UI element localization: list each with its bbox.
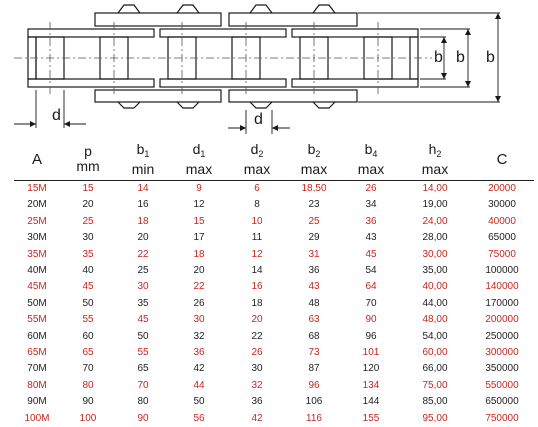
table-cell: 63	[286, 312, 342, 328]
table-cell: 75,00	[400, 378, 470, 394]
table-cell: 16	[116, 197, 170, 213]
table-cell: 43	[342, 230, 400, 246]
column-header-symbol: A	[14, 152, 60, 167]
table-cell: 45	[116, 312, 170, 328]
table-cell: 30M	[14, 230, 60, 246]
table-row	[14, 197, 534, 213]
table-row	[14, 214, 534, 230]
table-cell: 12	[170, 197, 228, 213]
table-cell: 68	[286, 329, 342, 345]
column-header	[170, 138, 228, 181]
table-cell: 75000	[470, 247, 534, 263]
label-d-bottom: d	[254, 111, 263, 128]
table-cell: 64	[342, 279, 400, 295]
table-cell: 54,00	[400, 329, 470, 345]
table-cell: 25	[286, 214, 342, 230]
table-cell: 85,00	[400, 394, 470, 410]
table-row	[14, 329, 534, 345]
table-cell: 14	[116, 181, 170, 198]
table-cell: 12	[228, 247, 286, 263]
table-cell: 24,00	[400, 214, 470, 230]
table-cell: 18	[228, 296, 286, 312]
table-cell: 90M	[14, 394, 60, 410]
table-cell: 90	[60, 394, 116, 410]
table-row	[14, 411, 534, 427]
table-cell: 22	[116, 247, 170, 263]
table-cell: 50M	[14, 296, 60, 312]
table-cell: 44	[170, 378, 228, 394]
table-cell: 116	[286, 411, 342, 427]
table-cell: 26	[342, 181, 400, 198]
table-cell: 87	[286, 361, 342, 377]
table-cell: 65000	[470, 230, 534, 246]
upper-inner-plate-3	[292, 29, 418, 37]
column-header	[60, 138, 116, 181]
table-cell: 25M	[14, 214, 60, 230]
lower-inner-plate-3	[292, 79, 418, 87]
table-cell: 40000	[470, 214, 534, 230]
column-header-symbol: $d_2$	[228, 142, 286, 162]
table-cell: 250000	[470, 329, 534, 345]
lower-inner-plate-1	[28, 79, 154, 87]
table-cell: 750000	[470, 411, 534, 427]
table-cell: 50	[170, 394, 228, 410]
table-cell: 144	[342, 394, 400, 410]
bottom-pin-head-3	[250, 102, 272, 108]
table-cell: 20	[170, 263, 228, 279]
table-cell: 80	[116, 394, 170, 410]
table-cell: 35	[60, 247, 116, 263]
label-b-middle: b	[456, 49, 465, 66]
top-pin-head-1	[118, 5, 140, 13]
table-cell: 17	[170, 230, 228, 246]
column-header-symbol: $b_2$	[286, 142, 342, 162]
table-row	[14, 263, 534, 279]
table-cell: 101	[342, 345, 400, 361]
table-cell: 30000	[470, 197, 534, 213]
table-cell: 15	[170, 214, 228, 230]
column-header-symbol: $b_1$	[116, 142, 170, 162]
table-cell: 45	[60, 279, 116, 295]
table-cell: 80M	[14, 378, 60, 394]
label-d-left: d	[52, 107, 61, 124]
table-cell: 48,00	[400, 312, 470, 328]
table-cell: 60M	[14, 329, 60, 345]
table-cell: 200000	[470, 312, 534, 328]
table-cell: 65M	[14, 345, 60, 361]
column-header	[228, 138, 286, 181]
table-cell: 26	[170, 296, 228, 312]
column-header	[14, 138, 60, 181]
upper-inner-plate-1	[28, 29, 154, 37]
table-row	[14, 394, 534, 410]
table-cell: 34	[342, 197, 400, 213]
table-cell: 50	[116, 329, 170, 345]
table-cell: 18	[170, 247, 228, 263]
table-cell: 26	[228, 345, 286, 361]
table-cell: 22	[228, 329, 286, 345]
top-pin-head-2	[177, 5, 199, 13]
table-cell: 40	[60, 263, 116, 279]
column-header	[470, 138, 534, 181]
column-header	[116, 138, 170, 181]
table-cell: 170000	[470, 296, 534, 312]
table-cell: 70	[60, 361, 116, 377]
table-row	[14, 345, 534, 361]
table-cell: 65	[116, 361, 170, 377]
top-pin-head-3	[250, 5, 272, 13]
table-cell: 95,00	[400, 411, 470, 427]
table-cell: 70M	[14, 361, 60, 377]
table-cell: 70	[116, 378, 170, 394]
table-cell: 19,00	[400, 197, 470, 213]
table-cell: 45	[342, 247, 400, 263]
table-cell: 66,00	[400, 361, 470, 377]
table-cell: 120	[342, 361, 400, 377]
table-cell: 40M	[14, 263, 60, 279]
table-cell: 30	[170, 312, 228, 328]
table-cell: 20000	[470, 181, 534, 198]
table-cell: 48	[286, 296, 342, 312]
table-cell: 650000	[470, 394, 534, 410]
table-cell: 8	[228, 197, 286, 213]
table-cell: 550000	[470, 378, 534, 394]
table-cell: 32	[228, 378, 286, 394]
column-header-unit: max	[400, 162, 470, 177]
table-cell: 15	[60, 181, 116, 198]
table-cell: 43	[286, 279, 342, 295]
table-cell: 14	[228, 263, 286, 279]
table-cell: 100000	[470, 263, 534, 279]
table-cell: 155	[342, 411, 400, 427]
column-header-symbol: $d_1$	[170, 142, 228, 162]
table-cell: 10	[228, 214, 286, 230]
table-cell: 23	[286, 197, 342, 213]
table-row	[14, 378, 534, 394]
bottom-plate-right	[229, 90, 357, 102]
table-cell: 40,00	[400, 279, 470, 295]
bottom-pin-head-4	[313, 102, 335, 108]
column-header	[342, 138, 400, 181]
table-cell: 9	[170, 181, 228, 198]
table-cell: 350000	[470, 361, 534, 377]
table-cell: 90	[116, 411, 170, 427]
table-row	[14, 247, 534, 263]
bottom-pin-head-2	[177, 102, 199, 108]
table-cell: 22	[170, 279, 228, 295]
table-cell: 20	[60, 197, 116, 213]
table-cell: 25	[60, 214, 116, 230]
column-header-unit: max	[170, 162, 228, 177]
table-cell: 56	[170, 411, 228, 427]
label-b-inner: b	[434, 49, 443, 66]
table-cell: 54	[342, 263, 400, 279]
chain-drawing	[0, 0, 538, 140]
table-cell: 60,00	[400, 345, 470, 361]
table-cell: 20	[228, 312, 286, 328]
table-cell: 14,00	[400, 181, 470, 198]
table-cell: 90	[342, 312, 400, 328]
column-header-unit: max	[342, 162, 400, 177]
table-row	[14, 181, 534, 198]
table-cell: 42	[228, 411, 286, 427]
table-cell: 100M	[14, 411, 60, 427]
table-cell: 300000	[470, 345, 534, 361]
column-header-symbol: p	[60, 144, 116, 159]
table-cell: 96	[286, 378, 342, 394]
table-cell: 31	[286, 247, 342, 263]
chain-diagram	[0, 0, 538, 140]
table-cell: 100	[60, 411, 116, 427]
table-cell: 36	[286, 263, 342, 279]
table-cell: 16	[228, 279, 286, 295]
top-plate-right	[229, 13, 357, 26]
table-cell: 55	[116, 345, 170, 361]
table-cell: 28,00	[400, 230, 470, 246]
table-cell: 18	[116, 214, 170, 230]
table-cell: 45M	[14, 279, 60, 295]
header-row	[14, 138, 534, 181]
column-header-unit: max	[286, 162, 342, 177]
table-cell: 42	[170, 361, 228, 377]
table-cell: 30	[60, 230, 116, 246]
table-body	[14, 181, 534, 427]
column-header-unit: min	[116, 162, 170, 177]
table-row	[14, 230, 534, 246]
table-cell: 25	[116, 263, 170, 279]
table-cell: 140000	[470, 279, 534, 295]
table-cell: 60	[60, 329, 116, 345]
table-cell: 11	[228, 230, 286, 246]
column-header-symbol: C	[470, 152, 534, 167]
column-header	[400, 138, 470, 181]
table-cell: 35M	[14, 247, 60, 263]
upper-inner-plate-2	[160, 29, 286, 37]
column-header-symbol: $h_2$	[400, 142, 470, 162]
table-cell: 18,50	[286, 181, 342, 198]
top-pin-head-4	[313, 5, 335, 13]
table-cell: 20	[116, 230, 170, 246]
table-cell: 30	[228, 361, 286, 377]
table-cell: 30,00	[400, 247, 470, 263]
table-cell: 32	[170, 329, 228, 345]
table-cell: 65	[60, 345, 116, 361]
table-row	[14, 361, 534, 377]
lower-inner-plate-2	[160, 79, 286, 87]
table-cell: 70	[342, 296, 400, 312]
chain-spec-table	[14, 138, 534, 427]
table-cell: 36	[170, 345, 228, 361]
table-cell: 29	[286, 230, 342, 246]
bottom-pin-head-1	[118, 102, 140, 108]
table-cell: 73	[286, 345, 342, 361]
table-cell: 55M	[14, 312, 60, 328]
label-b-outer: b	[486, 49, 495, 66]
column-header-unit: mm	[60, 159, 116, 174]
column-header	[286, 138, 342, 181]
table-cell: 35	[116, 296, 170, 312]
table-cell: 6	[228, 181, 286, 198]
table-cell: 15M	[14, 181, 60, 198]
table-cell: 35,00	[400, 263, 470, 279]
table-row	[14, 312, 534, 328]
table-row	[14, 296, 534, 312]
column-header-unit: max	[228, 162, 286, 177]
table-cell: 30	[116, 279, 170, 295]
table-cell: 20M	[14, 197, 60, 213]
table-cell: 36	[228, 394, 286, 410]
table-cell: 96	[342, 329, 400, 345]
table-cell: 36	[342, 214, 400, 230]
table-cell: 134	[342, 378, 400, 394]
column-header-symbol: $b_4$	[342, 142, 400, 162]
table-cell: 80	[60, 378, 116, 394]
table-row	[14, 279, 534, 295]
table-cell: 50	[60, 296, 116, 312]
table-cell: 106	[286, 394, 342, 410]
table-cell: 55	[60, 312, 116, 328]
table-cell: 44,00	[400, 296, 470, 312]
